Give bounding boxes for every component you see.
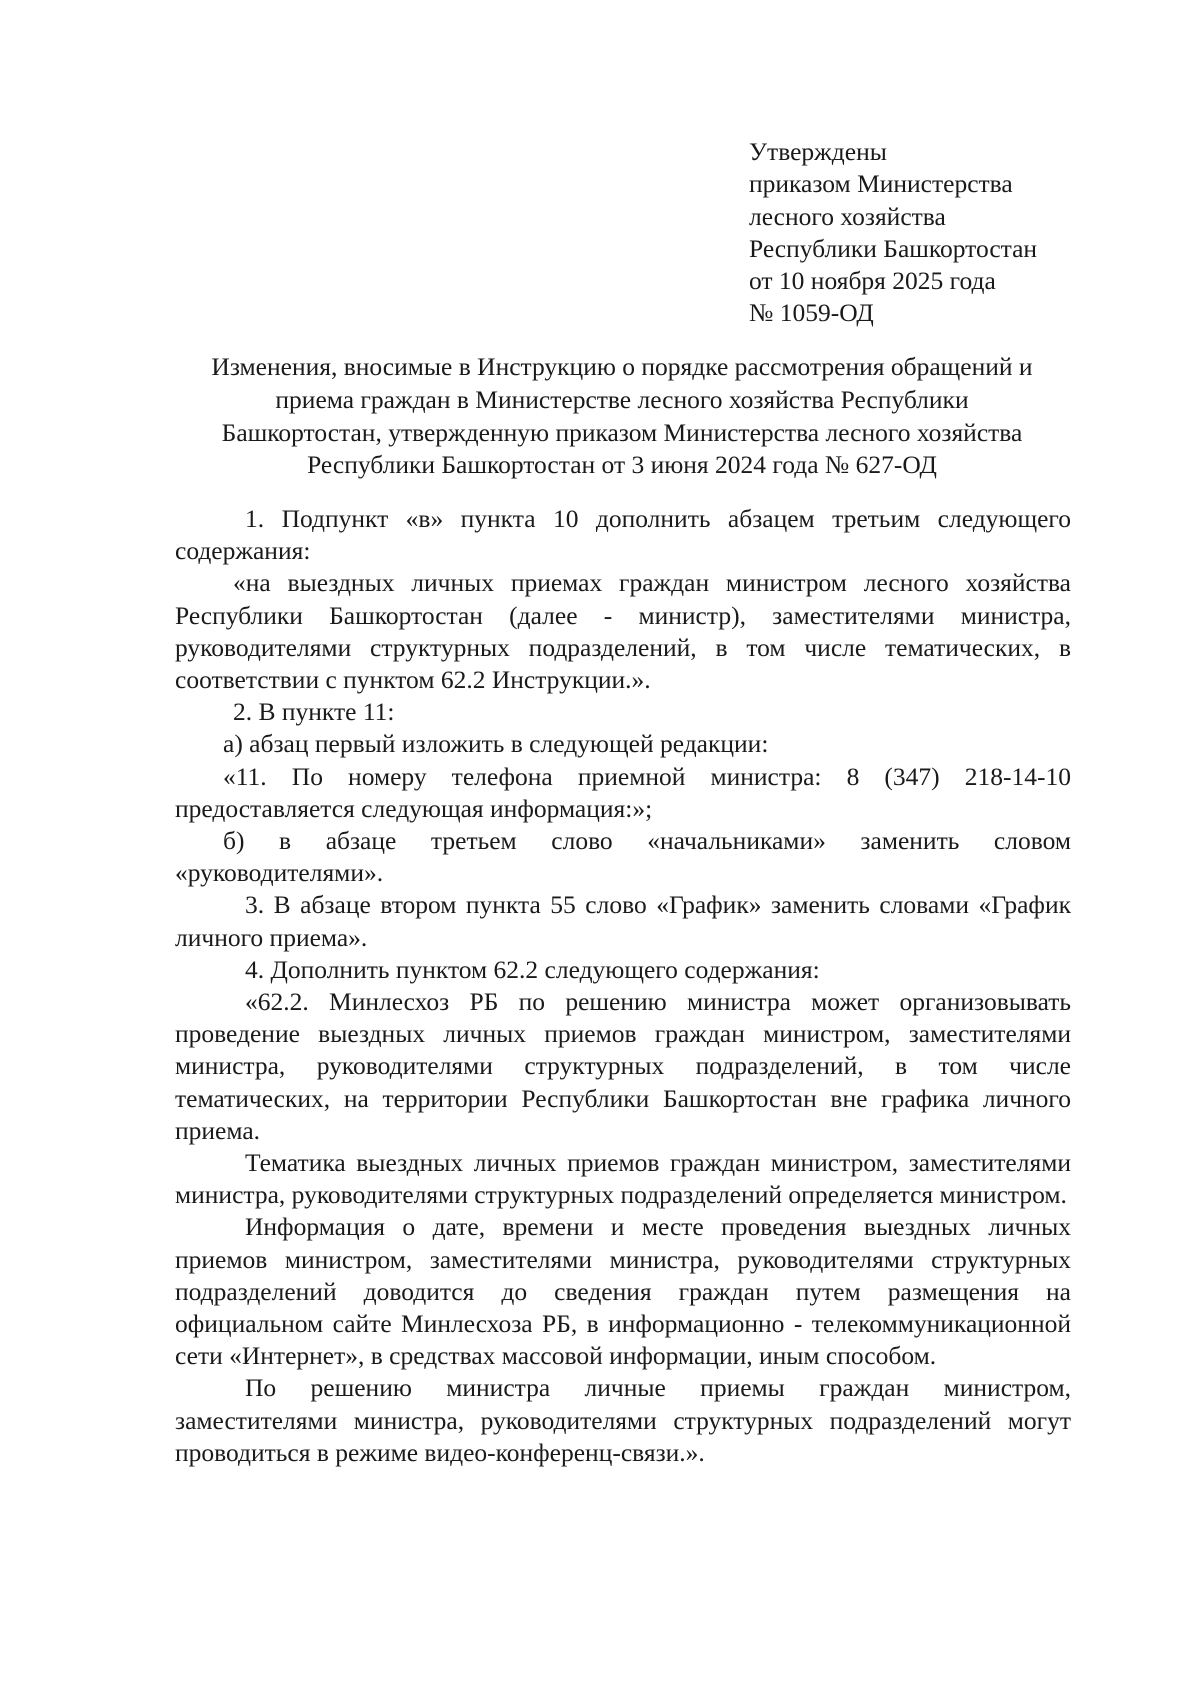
paragraph-quote-1: «на выездных личных приемах граждан министром лесного хозяйства Республики Башкортостан (далее - министр), заместителями министра, руководителями структурных подразделений, в том числе тематических, в соответствии с пунктом 62.2 Инструкции.». — [175, 568, 1071, 695]
paragraph-quote-2: «11. По номеру телефона приемной министра: 8 (347) 218-14-10 предоставляется следующая информация:»; — [175, 761, 1071, 823]
approval-line: Республики Башкортостан — [749, 233, 1038, 263]
document-body — [175, 503, 1071, 1469]
approval-stamp-block — [749, 136, 1037, 330]
paragraph-subitem-b: б) в абзаце третьем слово «начальниками» заменить словом «руководителями». — [175, 826, 1071, 888]
paragraph-item-4: 4. Дополнить пунктом 62.2 следующего содержания: — [245, 954, 820, 984]
approval-line: Утверждены — [749, 137, 887, 166]
title-line: Республики Башкортостан от 3 июня 2024 года № 627-ОД — [307, 450, 937, 480]
paragraph-quote-3: «62.2. Минлесхоз РБ по решению министра может организовывать проведение выездных личных приемов граждан министром, заместителями министра, руководителями структурных подразделений, в том числе тематических, на территории Республики Башкортостан вне графика личного приема. — [175, 987, 1071, 1145]
document-title — [172, 351, 1072, 482]
paragraph-topics: Тематика выездных личных приемов граждан министром, заместителями министра, руководителями структурных подразделений определяется министром. — [175, 1148, 1071, 1210]
paragraph-subitem-a: а) абзац первый изложить в следующей редакции: — [223, 729, 769, 759]
title-line: приема граждан в Министерстве лесного хозяйства Республики — [275, 384, 969, 414]
paragraph-video-conference: По решению министра личные приемы граждан министром, заместителями министра, руководителями структурных подразделений могут проводиться в режиме видео-конференц-связи.». — [175, 1373, 1071, 1467]
paragraph-item-3: 3. В абзаце втором пункта 55 слово «График» заменить словами «График личного приема». — [175, 890, 1071, 952]
approval-date-line: от 10 ноября 2025 года — [749, 266, 996, 296]
paragraph-item-2: 2. В пункте 11: — [233, 697, 395, 727]
paragraph-item-1: 1. Подпункт «в» пункта 10 дополнить абзацем третьим следующего содержания: — [175, 504, 1071, 566]
paragraph-information: Информация о дате, времени и месте проведения выездных личных приемов министром, заместителями министра, руководителями структурных подразделений доводится до сведения граждан путем размещения на официальном сайте Минлесхоза РБ, в информационно - телекоммуникационной сети «Интернет», в средствах массовой информации, иным способом. — [175, 1212, 1071, 1371]
approval-line: лесного хозяйства — [749, 201, 946, 231]
approval-number-line: № 1059-ОД — [749, 298, 874, 328]
approval-line: приказом Министерства — [749, 169, 1013, 199]
title-line: Изменения, вносимые в Инструкцию о порядке рассмотрения обращений и — [211, 352, 1033, 381]
title-line: Башкортостан, утвержденную приказом Министерства лесного хозяйства — [221, 417, 1023, 447]
